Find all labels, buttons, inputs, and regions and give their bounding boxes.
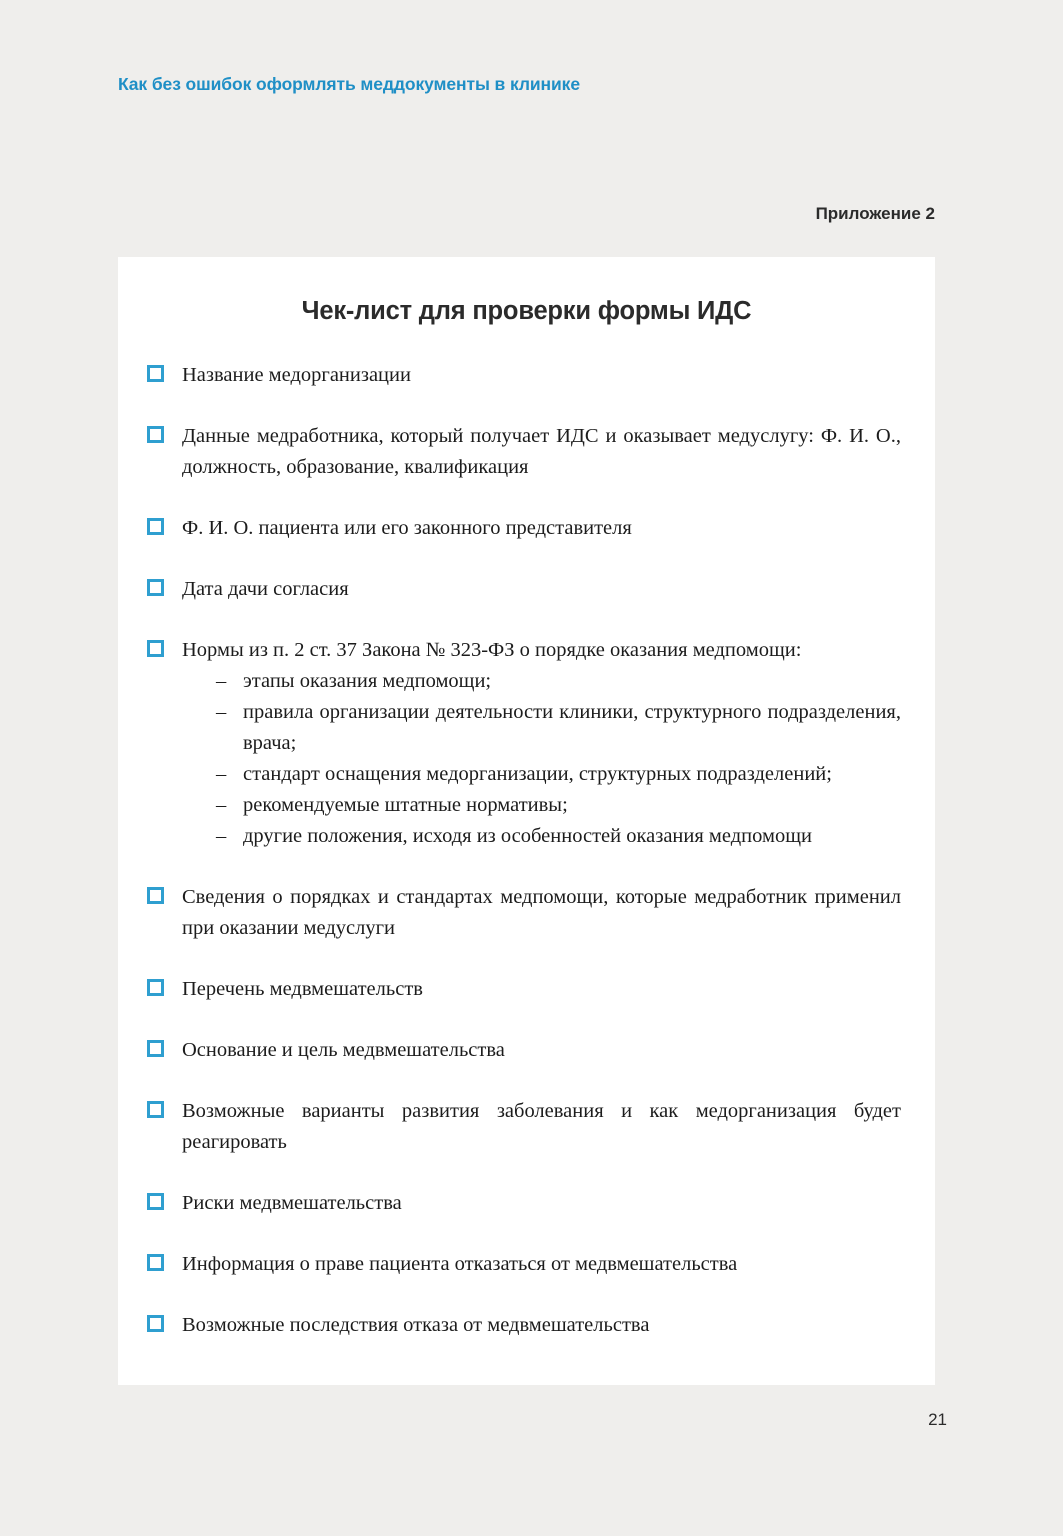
list-item-label: Информация о праве пациента отказаться от медвмешательства (182, 1253, 738, 1275)
list-item-label: Дата дачи согласия (182, 578, 349, 600)
sub-list-item (216, 790, 901, 821)
sub-list-item-label: правила организации деятельности клиники, структурного подразделения, врача; (243, 701, 901, 754)
checkbox-empty-icon[interactable] (147, 1101, 164, 1118)
list-item[interactable] (118, 1096, 935, 1158)
list-item[interactable] (118, 1310, 935, 1341)
list-item[interactable] (118, 574, 935, 605)
checkbox-empty-icon[interactable] (147, 887, 164, 904)
list-item[interactable] (118, 1249, 935, 1280)
list-item[interactable] (118, 882, 935, 944)
page-title: Чек-лист для проверки формы ИДС (301, 297, 752, 325)
sub-list-item (216, 759, 901, 790)
sub-list-item (216, 697, 901, 759)
list-item[interactable] (118, 1035, 935, 1066)
checkbox-empty-icon[interactable] (147, 579, 164, 596)
sub-list-item-label: этапы оказания медпомощи; (243, 670, 492, 692)
checklist (118, 326, 935, 1341)
list-item[interactable] (118, 421, 935, 483)
checkbox-empty-icon[interactable] (147, 1040, 164, 1057)
list-item-label: Сведения о порядках и стандартах медпомощи, которые медработник применил при оказании медуслуги (182, 886, 901, 939)
checkbox-empty-icon[interactable] (147, 1315, 164, 1332)
list-item-label: Риски медвмешательства (182, 1192, 402, 1214)
list-item[interactable] (118, 360, 935, 391)
sub-list-item-label: другие положения, исходя из особенностей оказания медпомощи (243, 825, 812, 847)
list-item-label: Данные медработника, который получает ИДС и оказывает медуслугу: Ф. И. О., должность, образование, квалификация (182, 425, 901, 478)
checklist-card (118, 257, 935, 1385)
sub-list-item-label: рекомендуемые штатные нормативы; (243, 794, 568, 816)
en-dash-bullet-icon: – (216, 701, 227, 723)
list-item[interactable] (118, 635, 935, 852)
list-item-label: Перечень медвмешательств (182, 978, 423, 1000)
appendix-label: Приложение 2 (815, 204, 935, 223)
en-dash-bullet-icon: – (216, 763, 227, 785)
list-item[interactable] (118, 974, 935, 1005)
checkbox-empty-icon[interactable] (147, 1193, 164, 1210)
list-item-label: Основание и цель медвмешательства (182, 1039, 505, 1061)
sub-list-item-label: стандарт оснащения медорганизации, структурных подразделений; (243, 763, 832, 785)
list-item-label: Ф. И. О. пациента или его законного представителя (182, 517, 632, 539)
checkbox-empty-icon[interactable] (147, 426, 164, 443)
checkbox-empty-icon[interactable] (147, 979, 164, 996)
running-head: Как без ошибок оформлять меддокументы в клинике (118, 74, 580, 94)
page-number: 21 (928, 1410, 947, 1429)
sub-list-item (216, 821, 901, 852)
en-dash-bullet-icon: – (216, 794, 227, 816)
checkbox-empty-icon[interactable] (147, 640, 164, 657)
checkbox-empty-icon[interactable] (147, 365, 164, 382)
list-item-label: Возможные варианты развития заболевания и как медорганизация будет реагировать (182, 1100, 901, 1153)
list-item[interactable] (118, 513, 935, 544)
en-dash-bullet-icon: – (216, 670, 227, 692)
list-item-label: Нормы из п. 2 ст. 37 Закона № 323-ФЗ о порядке оказания медпомощи: (182, 639, 802, 661)
list-item[interactable] (118, 1188, 935, 1219)
sub-list-item (216, 666, 901, 697)
checkbox-empty-icon[interactable] (147, 518, 164, 535)
en-dash-bullet-icon: – (216, 825, 227, 847)
sub-list (182, 666, 901, 852)
list-item-label: Название медорганизации (182, 364, 411, 386)
list-item-label: Возможные последствия отказа от медвмешательства (182, 1314, 650, 1336)
checkbox-empty-icon[interactable] (147, 1254, 164, 1271)
